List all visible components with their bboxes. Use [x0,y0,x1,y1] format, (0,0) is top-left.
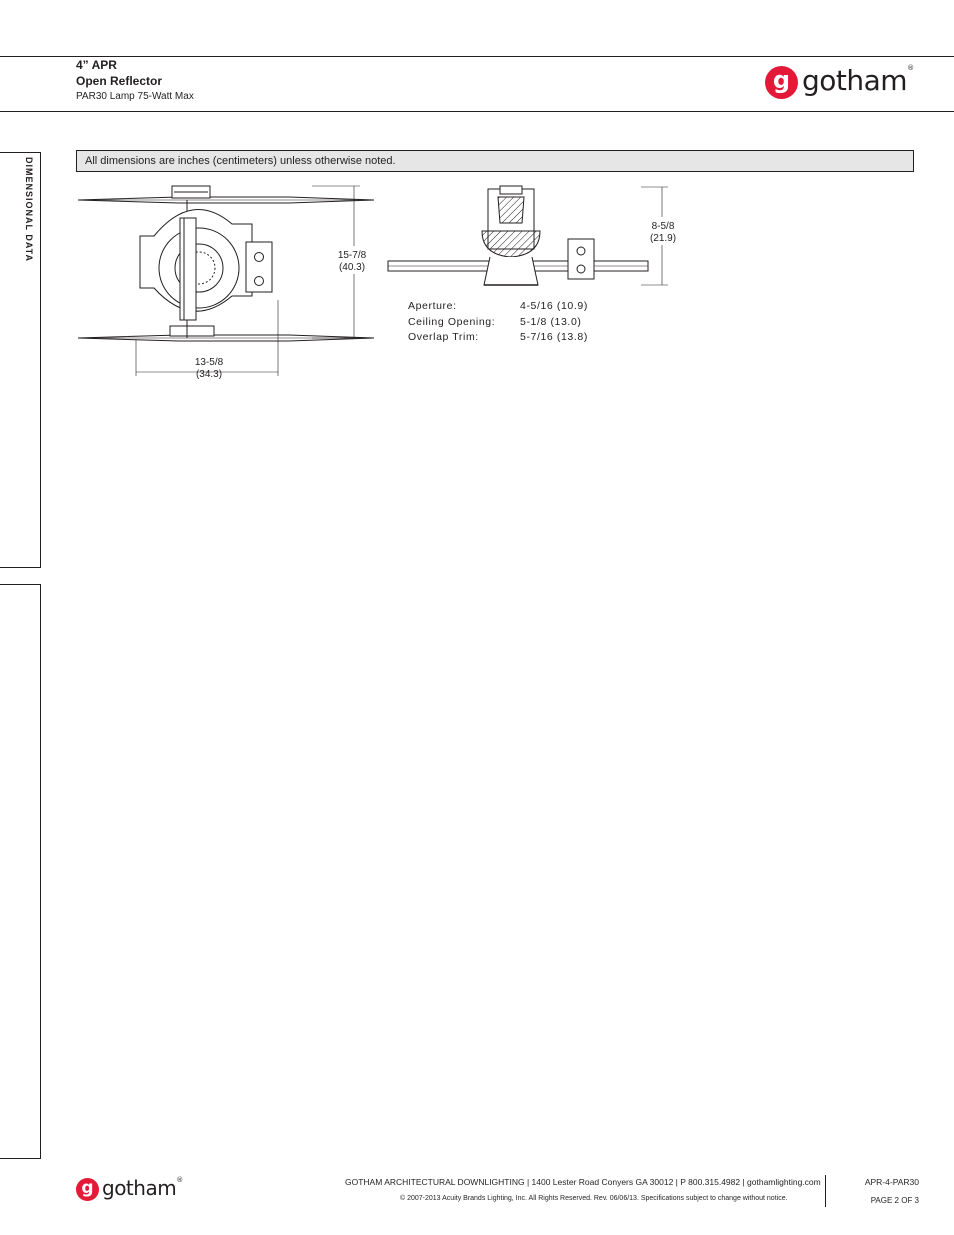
spec-row-ceiling-opening: Ceiling Opening: 5-1/8 (13.0) [408,315,582,328]
lamp-spec: PAR30 Lamp 75-Watt Max [76,91,194,102]
side-view-drawing [386,183,671,293]
side-height-dimension: 8-5/8 (21.9) [649,221,677,244]
plan-width-dimension: 13-5/8 (34.3) [194,357,224,380]
side-tab-label: DIMENSIONAL DATA [24,157,34,262]
page-subtitle: Open Reflector [76,74,163,88]
side-tab-bottom [0,567,41,568]
side-tab2-top [0,584,41,585]
header-bottom-rule [0,111,954,112]
side-tab2-right [40,584,41,1159]
side-tab-right [40,152,41,568]
footer-logo-wordmark: gotham® [102,1176,183,1200]
footer-divider [825,1175,826,1207]
logo-mark-icon: g [765,66,798,99]
footer-logo [76,1178,183,1201]
header-top-rule [0,56,954,57]
dimensions-note: All dimensions are inches (centimeters) unless otherwise noted. [76,150,914,172]
spec-row-overlap-trim: Overlap Trim: 5-7/16 (13.8) [408,331,588,343]
footer-product-code: APR-4-PAR30 [864,1177,919,1187]
footer-page-number: PAGE 2 OF 3 [870,1196,919,1205]
side-tab2-bottom [0,1158,41,1159]
footer-address: GOTHAM ARCHITECTURAL DOWNLIGHTING | 1400 Lester Road Conyers GA 30012 | P 800.315.4982 | gothamlighting.com [345,1177,821,1187]
plan-height-dimension: 15-7/8 (40.3) [337,250,367,273]
side-tab-top [0,152,41,153]
header-logo [765,66,914,99]
specs-table [408,300,588,347]
footer-logo-mark-icon: g [76,1178,99,1201]
spec-row-aperture: Aperture: 4-5/16 (10.9) [408,300,588,312]
page-title: 4” APR [76,58,117,72]
plan-view-drawing [74,180,374,380]
footer-copyright: © 2007-2013 Acuity Brands Lighting, Inc. All Rights Reserved. Rev. 06/06/13. Specifications subject to change without notice. [400,1195,788,1202]
logo-wordmark: gotham® [802,64,914,97]
